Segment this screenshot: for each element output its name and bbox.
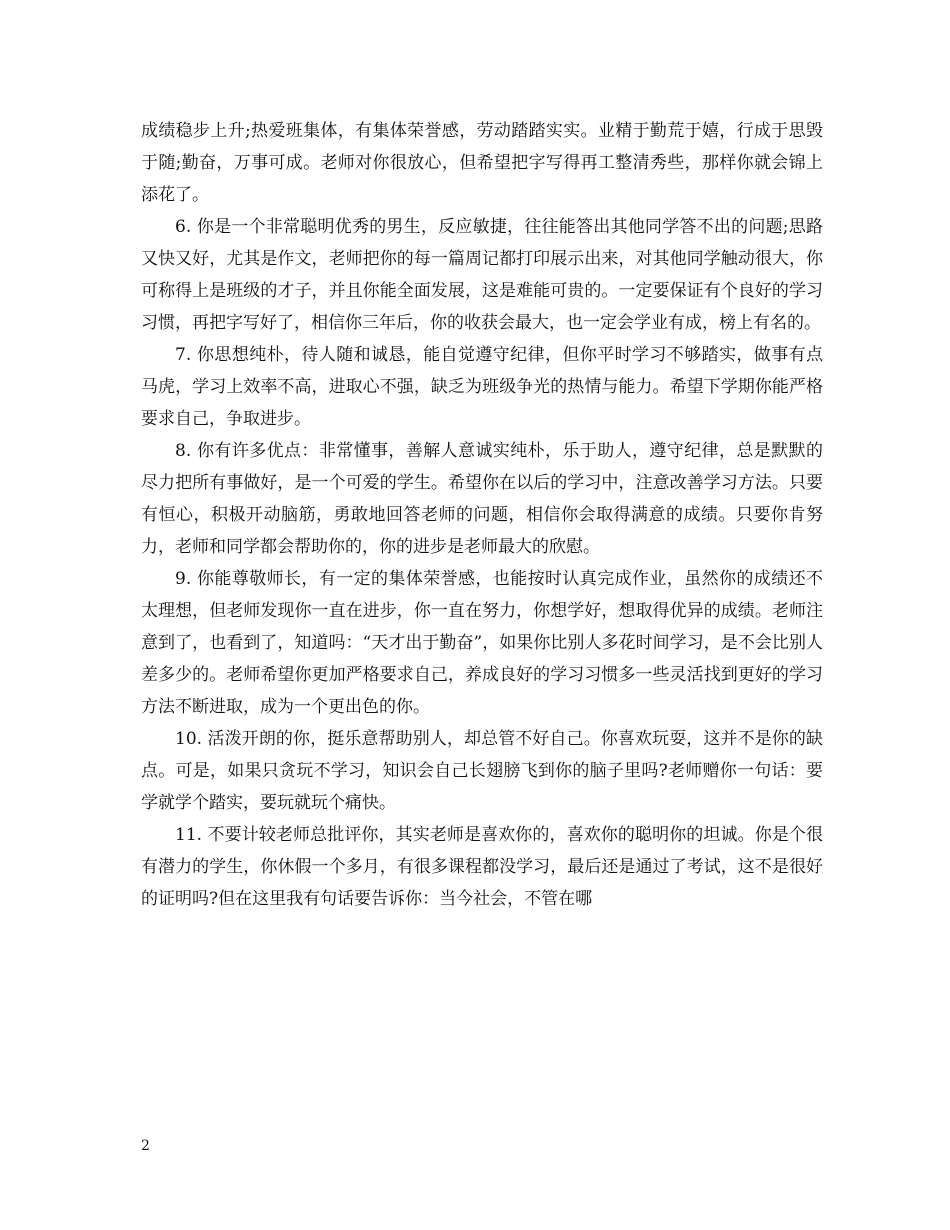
paragraph-item-6: 6. 你是一个非常聪明优秀的男生，反应敏捷，往往能答出其他同学答不出的问题;思路又快又好，尤其是作文，老师把你的每一篇周记都打印展示出来，对其他同学触动很大，你可称得上是班级的才子，并且你能全面发展，这是难能可贵的。一定要保证有个良好的学习习惯，再把字写好了，相信你三年后，你的收获会最大，也一定会学业有成，榜上有名的。 [141, 217, 823, 333]
paragraph-item-8: 8. 你有许多优点：非常懂事，善解人意诚实纯朴，乐于助人，遵守纪律，总是默默的尽力把所有事做好，是一个可爱的学生。希望你在以后的学习中，注意改善学习方法。只要有恒心，积极开动脑筋，勇敢地回答老师的问题，相信你会取得满意的成绩。只要你肯努力，老师和同学都会帮助你的，你的进步是老师最大的欣慰。 [141, 441, 823, 557]
paragraph-item-9: 9. 你能尊敬师长，有一定的集体荣誉感，也能按时认真完成作业，虽然你的成绩还不太理想，但老师发现你一直在进步，你一直在努力，你想学好，想取得优异的成绩。老师注意到了，也看到了，知道吗：“天才出于勤奋”，如果你比别人多花时间学习，是不会比别人差多少的。老师希望你更加严格要求自己，养成良好的学习习惯多一些灵活找到更好的学习方法不断进取，成为一个更出色的你。 [141, 569, 823, 717]
paragraph-item-11: 11. 不要计较老师总批评你，其实老师是喜欢你的，喜欢你的聪明你的坦诚。你是个很有潜力的学生，你休假一个多月，有很多课程都没学习，最后还是通过了考试，这不是很好的证明吗?但在这里我有句话要告诉你：当今社会，不管在哪 [141, 825, 823, 909]
paragraph-item-7: 7. 你思想纯朴，待人随和诚恳，能自觉遵守纪律，但你平时学习不够踏实，做事有点马虎，学习上效率不高，进取心不强，缺乏为班级争光的热情与能力。希望下学期你能严格要求自己，争取进步。 [141, 345, 823, 429]
page-number: 2 [141, 1138, 150, 1154]
paragraph-continuation: 成绩稳步上升;热爱班集体，有集体荣誉感，劳动踏踏实实。业精于勤荒于嬉，行成于思毁于随;勤奋，万事可成。老师对你很放心，但希望把字写得再工整清秀些，那样你就会锦上添花了。 [141, 121, 823, 205]
paragraph-item-10: 10. 活泼开朗的你，挺乐意帮助别人，却总管不好自己。你喜欢玩耍，这并不是你的缺点。可是，如果只贪玩不学习，知识会自己长翅膀飞到你的脑子里吗?老师赠你一句话：要学就学个踏实，要玩就玩个痛快。 [141, 729, 823, 813]
document-body [141, 115, 823, 915]
